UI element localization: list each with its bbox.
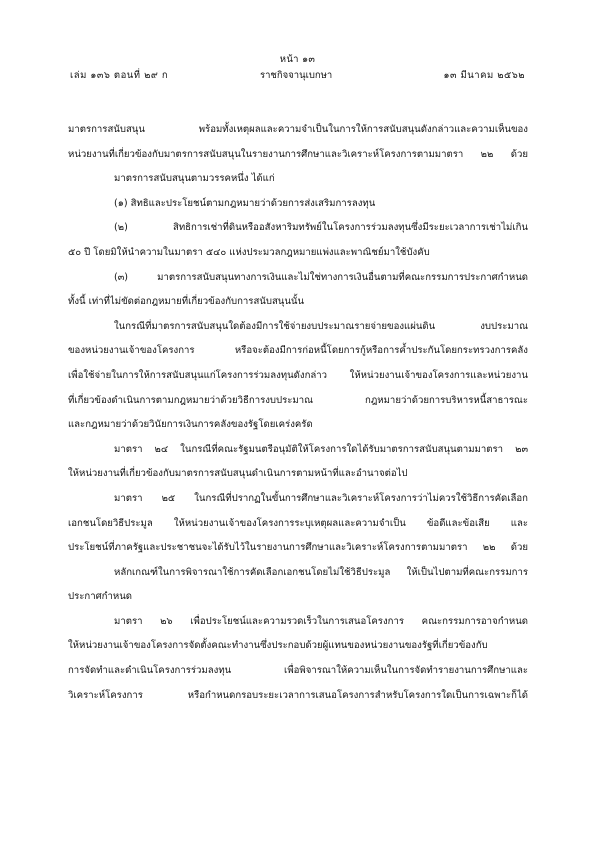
text-line: และกฎหมายว่าด้วยวินัยการเงินการคลังของรัฐโดยเคร่งครัด: [68, 419, 313, 431]
text-line: การจัดทำและดำเนินโครงการร่วมลงทุน เพื่อพิจารณาให้ความเห็นในการจัดทำรายงานการศึกษาและ: [68, 665, 528, 677]
text-line: ให้หน่วยงานที่เกี่ยวข้องกับมาตรการสนับสนุนดำเนินการตามหน้าที่และอำนาจต่อไป: [68, 468, 408, 480]
volume-issue: เล่ม ๑๓๖ ตอนที่ ๒๙ ก: [70, 70, 169, 81]
text-line: ให้หน่วยงานเจ้าของโครงการจัดตั้งคณะทำงานซึ่งประกอบด้วยผู้แทนของหน่วยงานของรัฐที่เกี่ยวข้องกับ: [68, 640, 488, 652]
text-line: ที่เกี่ยวข้องดำเนินการตามกฎหมายว่าด้วยวิธีการงบประมาณ กฎหมายว่าด้วยการบริหารหนี้สาธารณะ: [68, 394, 528, 406]
publication-date: ๑๓ มีนาคม ๒๕๖๒: [443, 70, 525, 81]
running-header: [70, 68, 525, 82]
text-line: วิเคราะห์โครงการ หรือกำหนดกรอบระยะเวลาการเสนอโครงการสำหรับโครงการใดเป็นการเฉพาะก็ได้: [68, 689, 528, 701]
text-line: มาตรา ๒๔ ในกรณีที่คณะรัฐมนตรีอนุมัติให้โครงการใดได้รับมาตรการสนับสนุนตามมาตรา ๒๓: [114, 443, 528, 455]
text-line: หน่วยงานที่เกี่ยวข้องกับมาตรการสนับสนุนในรายงานการศึกษาและวิเคราะห์โครงการตามมาตรา ๒๒ ด้วย: [68, 148, 528, 160]
text-line: มาตรา ๒๖ เพื่อประโยชน์และความรวดเร็วในการเสนอโครงการ คณะกรรมการอาจกำหนด: [114, 615, 528, 627]
text-line: หลักเกณฑ์ในการพิจารณาใช้การคัดเลือกเอกชนโดยไม่ใช้วิธีประมูล ให้เป็นไปตามที่คณะกรรมการ: [114, 566, 528, 578]
text-line: เอกชนโดยวิธีประมูล ให้หน่วยงานเจ้าของโครงการระบุเหตุผลและความจำเป็น ข้อดีและข้อเสีย และ: [68, 517, 528, 529]
text-line: ๕๐ ปี โดยมิให้นำความในมาตรา ๕๔๐ แห่งประมวลกฎหมายแพ่งและพาณิชย์มาใช้บังคับ: [68, 246, 430, 258]
text-line: (๒) สิทธิการเช่าที่ดินหรืออสังหาริมทรัพย์ในโครงการร่วมลงทุนซึ่งมีระยะเวลาการเช่าไม่เกิน: [114, 222, 528, 234]
publication-name: ราชกิจจานุเบกษา: [260, 70, 333, 81]
text-line: ของหน่วยงานเจ้าของโครงการ หรือจะต้องมีการก่อหนี้โดยการกู้หรือการค้ำประกันโดยกระทรวงการคลัง: [68, 345, 528, 357]
text-line: มาตรการสนับสนุนตามวรรคหนึ่ง ได้แก่: [114, 173, 275, 185]
text-line: (๓) มาตรการสนับสนุนทางการเงินและไม่ใช่ทางการเงินอื่นตามที่คณะกรรมการประกาศกำหนด: [114, 271, 528, 283]
text-line: มาตรา ๒๕ ในกรณีที่ปรากฏในขั้นการศึกษาและวิเคราะห์โครงการว่าไม่ควรใช้วิธีการคัดเลือก: [114, 492, 528, 504]
text-line: (๑) สิทธิและประโยชน์ตามกฎหมายว่าด้วยการส่งเสริมการลงทุน: [114, 197, 376, 209]
text-line: ในกรณีที่มาตรการสนับสนุนใดต้องมีการใช้จ่ายงบประมาณรายจ่ายของแผ่นดิน งบประมาณ: [114, 320, 528, 332]
text-line: ประโยชน์ที่ภาครัฐและประชาชนจะได้รับไว้ในรายงานการศึกษาและวิเคราะห์โครงการตามมาตรา ๒๒ ด้วย: [68, 542, 528, 554]
text-line: ทั้งนี้ เท่าที่ไม่ขัดต่อกฎหมายที่เกี่ยวข้องกับการสนับสนุนนั้น: [68, 296, 305, 308]
text-line: ประกาศกำหนด: [68, 591, 132, 603]
text-line: มาตรการสนับสนุน พร้อมทั้งเหตุผลและความจำเป็นในการให้การสนับสนุนดังกล่าวและความเห็นของ: [68, 124, 528, 135]
text-line: เพื่อใช้จ่ายในการให้การสนับสนุนแก่โครงการร่วมลงทุนดังกล่าว ให้หน่วยงานเจ้าของโครงการและหน่วยงาน: [68, 369, 528, 381]
page-number: หน้า ๑๓: [279, 54, 316, 65]
body-text: [68, 118, 528, 708]
